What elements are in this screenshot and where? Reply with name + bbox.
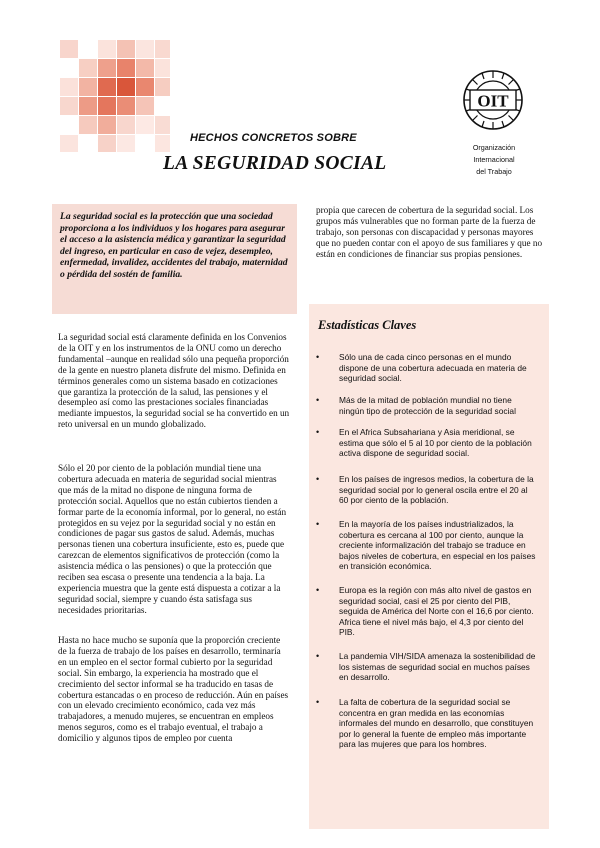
mosaic-tile	[79, 135, 97, 152]
mosaic-tile	[60, 40, 78, 58]
bullet-icon: •	[316, 585, 320, 595]
bullet-icon: •	[316, 697, 320, 707]
mosaic-tile	[60, 59, 78, 77]
body-paragraph: Hasta no hace mucho se suponía que la proporción creciente de la fuerza de trabajo de los países en desarrollo, terminaría en un empleo en el sector formal cubierto por la seguridad social. Sin embargo, la experiencia ha mostrado que el crecimiento del sector informal se ha traducido en tasas de cobertura estancadas o en proceso de reducción. Aún en países con un elevado crecimiento económico, cada vez más trabajadores, a menudo mujeres, se encuentran en empleos menos seguros, como es el trabajo eventual, el trabajo a domicilio y algunos tipos de empleo por cuenta	[58, 635, 289, 744]
stat-item: Sólo una de cada cinco personas en el mundo dispone de una cobertura adecuada en materia de seguridad social.	[339, 352, 527, 384]
bullet-icon: •	[316, 427, 320, 437]
mosaic-tile	[136, 78, 154, 96]
mosaic-tile	[98, 116, 116, 134]
key-stats-heading: Estadísticas Claves	[318, 318, 417, 332]
bullet-icon: •	[316, 352, 320, 362]
mosaic-tile	[98, 78, 116, 96]
mosaic-tile	[155, 97, 170, 115]
mosaic-tile	[60, 135, 78, 152]
stat-item: La pandemia VIH/SIDA amenaza la sostenibilidad de los sistemas de seguridad social en muchos países en desarrollo.	[339, 651, 536, 683]
mosaic-tile	[98, 40, 116, 58]
mosaic-tile	[136, 59, 154, 77]
bullet-icon: •	[316, 519, 320, 529]
body-paragraph: La seguridad social está claramente definida en los Convenios de la OIT y en los instrumentos de la ONU como un derecho fundamental –aunque en realidad sólo una pequeña proporción de la gente en nuestro planeta disfrute del mismo. Definida en términos generales como un sistema basado en cotizaciones que garantiza la protección de la salud, las pensiones y el desempleo así como las prestaciones sociales financiadas mediante impuestos, la seguridad social se ha convertido en un reto universal en un mundo globalizado.	[58, 332, 290, 430]
body-paragraph: propia que carecen de cobertura de la seguridad social. Los grupos más vulnerables que no forman parte de la fuerza de trabajo, son personas con discapacidad y personas mayores que no pueden contar con el apoyo de sus familiares y que no están en condiciones de financiar sus propias pensiones.	[316, 205, 543, 259]
bullet-icon: •	[316, 395, 320, 405]
mosaic-tile	[155, 40, 170, 58]
mosaic-tile	[155, 59, 170, 77]
mosaic-tile	[60, 78, 78, 96]
bullet-icon: •	[316, 651, 320, 661]
mosaic-tile	[60, 116, 78, 134]
intro-text: La seguridad social es la protección que una sociedad proporciona a los individuos y los hogares para asegurar el acceso a la asistencia médica y garantizar la seguridad del ingreso, en particular en caso de vejez, desempleo, enfermedad, invalidez, accidentes del trabajo, maternidad o pérdida del sostén de familia.	[60, 211, 288, 280]
mosaic-tile	[117, 135, 135, 152]
document-kicker: HECHOS CONCRETOS SOBRE	[190, 132, 357, 144]
mosaic-tile	[79, 97, 97, 115]
body-paragraph: Sólo el 20 por ciento de la población mundial tiene una cobertura adecuada en materia de seguridad social mientras que más de la mitad no dispone de ninguna forma de protección social. Aquellos que no están cubiertos tienden a formar parte de la economía informal, por lo general, no están protegidos en su vejez por la seguridad social y no están en condiciones de pagar sus gastos de salud. Además, muchas personas tienen una cobertura insuficiente, esto es, puede que carezcan de elementos significativos de protección (como la asistencia médica o las pensiones) o que la protección que reciben sea escasa o presente una tendencia a la baja. La experiencia muestra que la gente está dispuesta a cotizar a la seguridad social, siempre y cuando ésta satisfaga sus necesidades prioritarias.	[58, 463, 287, 615]
mosaic-tile	[155, 135, 170, 152]
mosaic-tile	[136, 116, 154, 134]
org-line: del Trabajo	[476, 167, 512, 176]
mosaic-tile	[136, 97, 154, 115]
mosaic-tile	[79, 78, 97, 96]
stat-item: En los países de ingresos medios, la cobertura de la seguridad social por lo general oscila entre el 20 al 60 por ciento de la población.	[339, 474, 534, 506]
mosaic-tile	[136, 135, 154, 152]
mosaic-tile	[60, 97, 78, 115]
stat-item: En la mayoría de los países industrializados, la cobertura es cercana al 100 por ciento, aunque la creciente informalización del trabajo se traduce en bajos niveles de cobertura, en especial en los países en transición económica.	[339, 519, 536, 572]
mosaic-tile	[98, 59, 116, 77]
org-line: Organización	[472, 143, 516, 152]
key-stats-list	[309, 0, 549, 848]
stat-item: Más de la mitad de población mundial no tiene ningún tipo de protección de la seguridad social	[339, 395, 516, 416]
mosaic-tile	[117, 59, 135, 77]
mosaic-tile	[136, 40, 154, 58]
bullet-icon: •	[316, 474, 320, 484]
mosaic-tile	[98, 135, 116, 152]
stat-item: La falta de cobertura de la seguridad social se concentra en gran medida en las economías informales del mundo en desarrollo, que constituyen por lo general la fuente de empleo más importante para las mujeres que para los hombres.	[339, 697, 534, 750]
org-line: Internacional	[473, 155, 515, 164]
mosaic-tile	[155, 78, 170, 96]
mosaic-tile	[79, 40, 97, 58]
mosaic-tile	[117, 97, 135, 115]
mosaic-logo	[60, 40, 170, 152]
mosaic-tile	[117, 78, 135, 96]
document-title: LA SEGURIDAD SOCIAL	[163, 153, 387, 174]
mosaic-tile	[98, 97, 116, 115]
stat-item: Europa es la región con más alto nivel de gastos en seguridad social, casi el 25 por ciento del PIB, seguida de América del Norte con el 16,6 por ciento. Africa tiene el nivel más bajo, el 4,3 por ciento del PIB.	[339, 585, 534, 638]
ilo-logo-text: OIT	[477, 91, 509, 111]
stat-item: En el Africa Subsahariana y Asia meridional, se estima que sólo el 5 al 10 por ciento de la población activa dispone de seguridad social.	[339, 427, 532, 459]
mosaic-tile	[79, 59, 97, 77]
mosaic-tile	[117, 116, 135, 134]
mosaic-tile	[155, 116, 170, 134]
mosaic-tile	[117, 40, 135, 58]
mosaic-tile	[79, 116, 97, 134]
